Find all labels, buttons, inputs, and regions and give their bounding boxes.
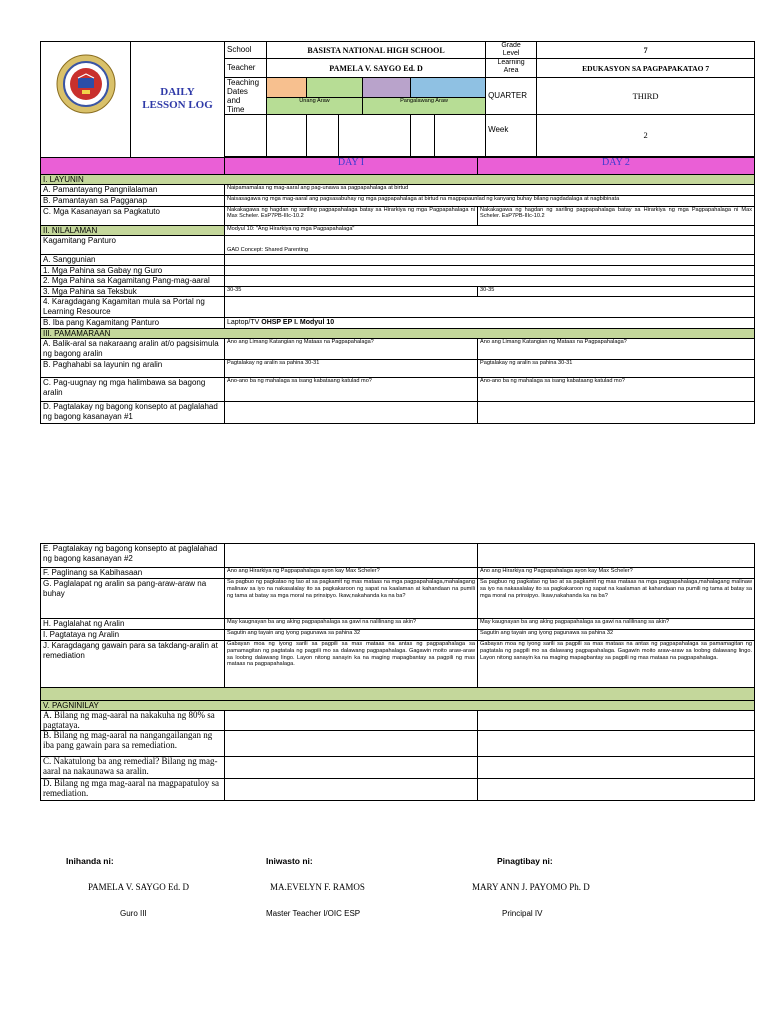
paglalahat-day-2: May kaugnayan ba ang aking pagpapahalaga sa gawi na nalilinang sa akin?	[478, 619, 755, 630]
prepared-by-label: Inihanda ni:	[66, 856, 114, 866]
approved-by-name: MARY ANN J. PAYOMO Ph. D	[472, 882, 590, 892]
pamantayang-pangnilalaman-label: A. Pamantayang Pangnilalaman	[41, 184, 225, 195]
pagninilay-c-day-1	[225, 757, 478, 779]
school-seal-logo	[56, 54, 116, 114]
time-slot-5	[435, 115, 486, 157]
pagninilay-b-label: B. Bilang ng mag-aaral na nangangailangan ng iba pang gawain para sa remediation.	[41, 731, 225, 757]
learning-area-label: Learning Area	[486, 59, 537, 78]
pagtalakay-1-day-2	[478, 402, 755, 424]
pagninilay-c-label: C. Nakatulong ba ang remedial? Bilang ng mag-aaral na nakaunawa sa aralin.	[41, 757, 225, 779]
portal-value	[225, 297, 755, 318]
balik-aral-day-2: Ano ang Limang Katangian ng Mataas na Pagpapahalaga?	[478, 339, 755, 360]
pagninilay-d-day-2	[478, 779, 755, 801]
paglinang-label: F. Paglinang sa Kabihasaan	[41, 568, 225, 579]
week-label: Week	[486, 115, 537, 157]
pagtataya-label: I. Pagtataya ng Aralin	[41, 630, 225, 641]
paglalapat-day-1: Sa pagbuo ng pagkatao ng tao at sa pagkamit ng mas mataas na mga pagpapahalaga,mahalagang malinaw sa iyo na nakasalalay ito sa pagkakaroon ng sapat na kaalaman at kahandaan na pumili ng tama at batay sa mga moral na prinsipyo. Ikaw,nakahanda ka na ba?	[225, 579, 478, 619]
pagtalakay-1-day-1	[225, 402, 478, 424]
pamantayan-pagganap-text: Naisasagawa ng mga mag-aaral ang pagsasabuhay ng mga pagpapahalaga at birtud na magpapaunlad ng kanyang buhay bilang nagdadalaga at nagbibinata	[225, 195, 755, 206]
sanggunian-value	[225, 254, 755, 265]
kagamitang-panturo-label: Kagamitang Panturo	[41, 235, 225, 254]
pagtalakay-1-label: D. Pagtalakay ng bagong konsepto at paglalahad ng bagong kasanayan #1	[41, 402, 225, 424]
quarter-value: THIRD	[537, 78, 755, 115]
pagninilay-d-label: D. Bilang ng mga mag-aaral na magpapatuloy sa remediation.	[41, 779, 225, 801]
sanggunian-label: A. Sanggunian	[41, 254, 225, 265]
pamantayang-pangnilalaman-text: Naipamamalas ng mag-aaral ang pag-unawa sa pagpapahalaga at birtud	[225, 184, 755, 195]
kasanayan-label: C. Mga Kasanayan sa Pagkatuto	[41, 206, 225, 225]
school-seal-cell	[41, 42, 131, 158]
teacher-value: PAMELA V. SAYGO Ed. D	[267, 59, 486, 78]
iba-pang-kagamitan-bold: OHSP EP I. Modyul 10	[261, 319, 335, 326]
school-label: School	[225, 42, 267, 59]
grade-level-label: Grade Level	[486, 42, 537, 59]
day-2-header: DAY 2	[478, 157, 755, 174]
pagtataya-day-2: Sagutin ang tayain ang iyong pagunawa sa pahina 32	[478, 630, 755, 641]
teksbuk-day-1: 30-35	[225, 286, 478, 297]
pagtalakay-2-day-1	[225, 544, 478, 568]
modyul-title: Modyul 10: "Ang Hirarkiya ng mga Pagpapahalaga"	[225, 225, 755, 235]
schedule-color-purple	[363, 78, 411, 98]
lesson-log-page-2	[40, 543, 754, 801]
iba-pang-kagamitan-value	[225, 318, 755, 329]
iba-pang-kagamitan-label: B. Iba pang Kagamitang Panturo	[41, 318, 225, 329]
nilalaman-section: II. NILALAMAN	[41, 225, 225, 235]
paglinang-day-2: Ano ang Hirarkiya ng Pagpapahalaga ayon kay Max Scheler?	[478, 568, 755, 579]
paglalapat-label: G. Paglalapat ng aralin sa pang-araw-araw na buhay	[41, 579, 225, 619]
portal-label: 4. Karagdagang Kagamitan mula sa Portal ng Learning Resource	[41, 297, 225, 318]
paghahabi-day-1: Pagtalakay ng aralin sa pahina 30-31	[225, 360, 478, 378]
pamantayan-pagganap-label: B. Pamantayan sa Pagganap	[41, 195, 225, 206]
pagtalakay-2-label: E. Pagtalakay ng bagong konsepto at paglalahad ng bagong kasanayan #2	[41, 544, 225, 568]
week-value: 2	[537, 115, 755, 157]
pagninilay-a-label: A. Bilang ng mag-aaral na nakakuha ng 80% sa pagtataya.	[41, 711, 225, 731]
time-slot-4	[411, 115, 435, 157]
daily-lesson-log-title: DAILY LESSON LOG	[131, 42, 225, 158]
paglinang-day-1: Ano ang Hirarkiya ng Pagpapahalaga ayon kay Max Scheler?	[225, 568, 478, 579]
prepared-by-name: PAMELA V. SAYGO Ed. D	[88, 882, 190, 892]
balik-aral-label: A. Balik-aral sa nakaraang aralin at/o pagsisimula ng bagong aralin	[41, 339, 225, 360]
iba-pang-kagamitan-plain: Laptop/TV	[227, 319, 262, 326]
quarter-label: QUARTER	[486, 78, 537, 115]
paglalapat-day-2: Sa pagbuo ng pagkatao ng tao at sa pagkamit ng mas mataas na mga pagpapahalaga,mahalagang malinaw sa iyo na nakasalalay ito sa pagkakaroon ng sapat na kaalaman at kahandaan na pumili ng tama at batay sa mga moral na prinsipyo. Ikaw,nakahanda ka na ba?	[478, 579, 755, 619]
teksbuk-day-2: 30-35	[478, 286, 755, 297]
pagninilay-a-day-2	[478, 711, 755, 731]
lesson-log-page-1	[40, 41, 754, 424]
checked-by-name: MA.EVELYN F. RAMOS	[270, 882, 365, 892]
time-slot-3	[339, 115, 411, 157]
kagamitang-mag-aaral-value	[225, 276, 755, 287]
kasanayan-day-1: Nakakagawa ng hagdan ng sariling pagpapahalaga batay sa Hirarkiya ng mga Pagpapahalaga ni Max Scheler. EsP7PB-IIIc-10.2	[225, 206, 478, 225]
approved-by-label: Pinagtibay ni:	[497, 856, 553, 866]
kagamitang-mag-aaral-label: 2. Mga Pahina sa Kagamitang Pang-mag-aaral	[41, 276, 225, 287]
pagninilay-c-day-2	[478, 757, 755, 779]
pagninilay-b-day-2	[478, 731, 755, 757]
layunin-section: I. LAYUNIN	[41, 174, 755, 184]
gad-concept: GAD Concept: Shared Parenting	[225, 235, 755, 254]
school-value: BASISTA NATIONAL HIGH SCHOOL	[267, 42, 486, 59]
karagdagang-gawain-day-2: Gabayan moa ng iyong sarili sa pagpili sa mas mataas na antas ng pagpapahalaga sa pamamagitan ng pagtatala ng pagpili mo sa dalawang pagpapahalaga. Gagawin moito araw-araw sa loobng dalawang lingo. Layon nitong sanayin ka na maging mapagbantay sa pagpili ng mas mataas na pagpapahalaga.	[478, 641, 755, 688]
gabay-guro-label: 1. Mga Pahina sa Gabay ng Guro	[41, 265, 225, 276]
day-header-blank	[41, 157, 225, 174]
pag-uugnay-day-1: Ano-ano ba ng mahalaga sa isang kabataang katulad mo?	[225, 378, 478, 402]
pagtataya-day-1: Sagutin ang tayain ang iyong pagunawa sa pahina 32	[225, 630, 478, 641]
pag-uugnay-day-2: Ano-ano ba ng mahalaga sa isang kabataang katulad mo?	[478, 378, 755, 402]
gabay-guro-value	[225, 265, 755, 276]
first-day-label: Unang Araw	[267, 97, 363, 114]
schedule-color-orange	[267, 78, 307, 98]
pagninilay-section: V. PAGNINILAY	[41, 701, 755, 711]
kasanayan-day-2: Nakakagawa ng hagdan ng sariling pagpapahalaga batay sa Hirarkiya ng mga Pagpapahalaga ni Max Scheler. EsP7PB-IIIc-10.2	[478, 206, 755, 225]
paghahabi-label: B. Paghahabi sa layunin ng aralin	[41, 360, 225, 378]
pag-uugnay-label: C. Pag-uugnay ng mga halimbawa sa bagong aralin	[41, 378, 225, 402]
pagtalakay-2-day-2	[478, 544, 755, 568]
pagninilay-a-day-1	[225, 711, 478, 731]
teaching-dates-label: Teaching Dates and Time	[225, 78, 267, 115]
approved-by-position: Principal IV	[502, 909, 543, 918]
day-1-header: DAY I	[225, 157, 478, 174]
checked-by-position: Master Teacher I/OIC ESP	[266, 909, 361, 918]
teaching-time-blank	[225, 115, 267, 157]
pamamaraan-section: III. PAMAMARAAN	[41, 329, 755, 339]
second-day-label: Pangalawang Araw	[363, 97, 486, 114]
blank-section-bar	[41, 688, 755, 701]
time-slot-2	[307, 115, 339, 157]
teacher-label: Teacher	[225, 59, 267, 78]
schedule-color-blue	[411, 78, 486, 98]
learning-area-value: EDUKASYON SA PAGPAPAKATAO 7	[537, 59, 755, 78]
time-slot-1	[267, 115, 307, 157]
teksbuk-label: 3. Mga Pahina sa Teksbuk	[41, 286, 225, 297]
grade-level-value: 7	[537, 42, 755, 59]
paglalahat-day-1: May kaugnayan ba ang aking pagpapahalaga sa gawi na nalilinang sa akin?	[225, 619, 478, 630]
paglalahat-label: H. Paglalahat ng Aralin	[41, 619, 225, 630]
pagninilay-b-day-1	[225, 731, 478, 757]
checked-by-label: Iniwasto ni:	[266, 856, 313, 866]
paghahabi-day-2: Pagtalakay ng aralin sa pahina 30-31	[478, 360, 755, 378]
balik-aral-day-1: Ano ang Limang Katangian ng Mataas na Pagpapahalaga?	[225, 339, 478, 360]
karagdagang-gawain-label: J. Karagdagang gawain para sa takdang-aralin at remediation	[41, 641, 225, 688]
schedule-color-green	[307, 78, 363, 98]
prepared-by-position: Guro III	[120, 909, 147, 918]
karagdagang-gawain-day-1: Gabayan moa ng iyong sarili sa pagpili sa mas mataas na antas ng pagpapahalaga sa pamamagitan ng pagtatala ng pagpili mo sa dalawang pagpapahalaga. Gagawin moito araw-araw sa loobng dalawang lingo. Layon nitong sanayin ka na maging mapagbantay sa pagpili ng mas mataas na pagpapahalaga.	[225, 641, 478, 688]
pagninilay-d-day-1	[225, 779, 478, 801]
